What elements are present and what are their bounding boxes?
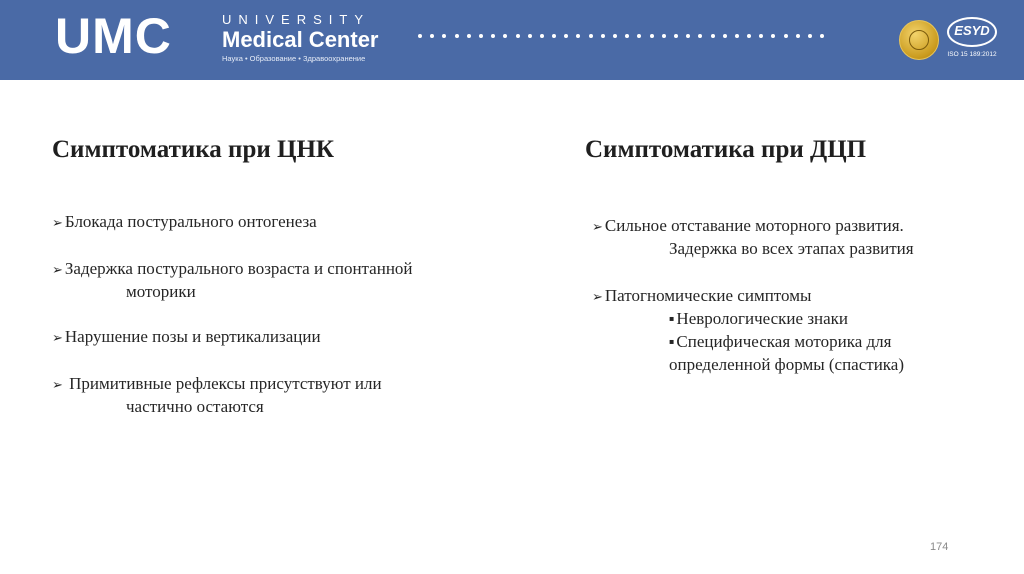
right-item-1-continuation: Задержка во всех этапах развития <box>669 239 914 258</box>
left-item-1 <box>52 210 317 235</box>
iso-label: ISO 15 189:2012 <box>947 51 997 58</box>
arrow-bullet-icon: ➢ <box>592 290 603 305</box>
arrow-bullet-icon: ➢ <box>52 216 63 231</box>
logo-university: UNIVERSITY <box>222 12 371 27</box>
umc-logo-text: UMC <box>55 8 172 64</box>
right-column-title: Симптоматика при ДЦП <box>585 136 867 163</box>
item-text: Примитивные рефлексы присутствуют или <box>64 374 382 393</box>
left-column-title: Симптоматика при ЦНК <box>52 136 335 163</box>
gold-seal-icon <box>899 20 939 60</box>
left-item-2-continuation: моторики <box>126 282 196 301</box>
right-subitem-1 <box>669 307 848 330</box>
logo-text-block <box>222 12 379 64</box>
item-text: Сильное отставание моторного развития. <box>604 216 904 235</box>
esyd-mark: ESYD <box>947 17 997 47</box>
page-number: 174 <box>930 541 949 553</box>
left-item-2 <box>52 257 413 282</box>
arrow-bullet-icon: ➢ <box>52 263 63 278</box>
subitem-text: Специфическая моторика для <box>676 332 892 351</box>
subitem-text: Неврологические знаки <box>676 309 849 328</box>
left-item-3 <box>52 325 321 350</box>
square-bullet-icon: ▪ <box>669 314 675 323</box>
logo-medical-center: Medical Center <box>222 27 379 52</box>
arrow-bullet-icon: ➢ <box>52 331 63 346</box>
logo-tagline: Наука • Образование • Здравоохранение <box>222 54 366 63</box>
item-text: Блокада постурального онтогенеза <box>64 212 317 231</box>
item-text: Задержка постурального возраста и спонтанной <box>64 259 413 278</box>
right-item-2 <box>592 284 811 309</box>
arrow-bullet-icon: ➢ <box>52 378 63 393</box>
square-bullet-icon: ▪ <box>669 337 675 346</box>
dotted-divider <box>418 34 824 38</box>
item-text: Нарушение позы и вертикализации <box>64 327 321 346</box>
umc-logo <box>55 6 172 66</box>
esyd-certification-logo <box>945 17 999 61</box>
arrow-bullet-icon: ➢ <box>592 220 603 235</box>
header-banner <box>0 0 1024 80</box>
right-subitem-2 <box>669 330 891 353</box>
right-subitem-2-continuation: определенной формы (спастика) <box>669 355 905 374</box>
left-item-4-continuation: частично остаются <box>126 397 264 416</box>
right-item-1 <box>592 214 904 239</box>
left-item-4 <box>52 372 382 397</box>
item-text: Патогномические симптомы <box>604 286 812 305</box>
